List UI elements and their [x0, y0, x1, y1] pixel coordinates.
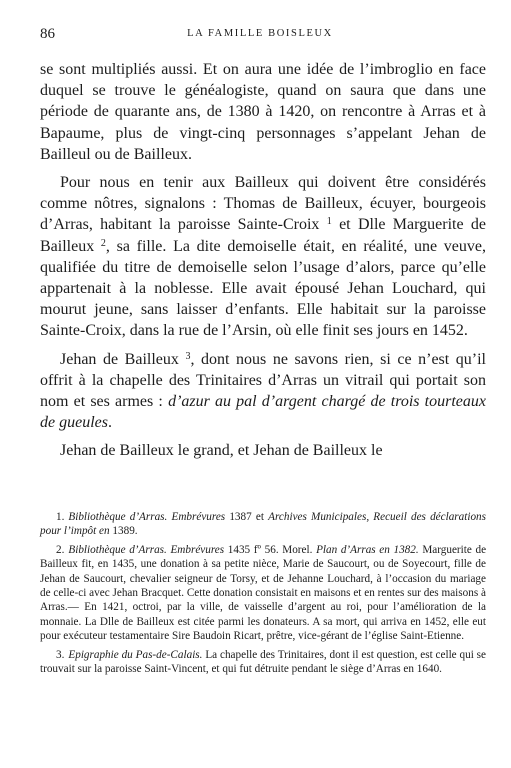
paragraph-3 [40, 349, 486, 434]
footnote-1-text-b: 1389. [112, 525, 138, 538]
footnote-3-text-a: La chapelle des Trinitaires, dont il est question, est celle qui se trouvait sur la paroisse Saint-Vincent, et qui fut détruite pendant le siège d’Arras en 1640. [40, 648, 486, 676]
footnote-1-number: 1. [56, 511, 65, 523]
footnote-1-source-a: Bibliothèque d’Arras. Embrévures [68, 511, 226, 523]
footnote-2-text-a: 1435 fº 56. Morel. [227, 543, 313, 556]
paragraph-2-text-b: et Dlle Marguerite de Bailleux [40, 216, 487, 255]
running-title: LA FAMILLE BOISLEUX [187, 28, 333, 39]
page-number: 86 [40, 26, 55, 42]
footnote-1-source-b: Archives Municipales, Recueil des déclarations pour l’impôt en [40, 511, 487, 538]
paragraph-2-text-c: , sa fille. La dite demoiselle était, en réalité, une veuve, qualifiée du titre de demoiselle selon l’usage d’alors, parce qu’elle appartenait à la noblesse. Elle avait épousé Jehan Louchard, qui mourut jeune, sans laisser d’enfants. Elle habitait sur la paroisse Sainte-Croix, dans la rue de l’Arsin, où elle finit ses jours en 1452. [40, 237, 487, 340]
footnote-ref-2: 2 [100, 237, 106, 249]
footnote-2-source-b: Plan d’Arras en 1382. [316, 543, 419, 556]
footnote-1-text-a: 1387 et [229, 511, 264, 523]
footnote-3-source-a: Epigraphie du Pas-de-Calais. [68, 648, 203, 661]
footnote-3 [40, 648, 486, 677]
paragraph-3-text-c: . [107, 414, 112, 432]
footnote-2 [40, 543, 486, 644]
paragraph-3-text-a: Jehan de Bailleux [60, 350, 179, 368]
heraldic-blazon: d’azur au pal d’argent chargé de trois tourteaux de gueules [40, 393, 486, 432]
footnote-2-source-a: Bibliothèque d’Arras. Embrévures [68, 543, 225, 556]
footnote-2-text-b: Marguerite de Bailleux fit, en 1435, une donation à sa petite nièce, Marie de Saucourt, ou de Soyecourt, fille de Jehan de Saucourt, chevalier seigneur de Torsy, et de Jehanne Louchard, à l’occasion du mariage de celle-ci avec Jehan Bracquet. Cette donation consistait en maisons et en rentes sur des maisons à Arras.— En 1421, octroi, par la ville, de vaisselle d’argent au roi, pour l’amélioration de la monnaie. La Dlle de Bailleux est citée parmi les donateurs. A sa mort, qui arriva en 1452, elle eut pour exécuteur testamentaire Sire Baudoin Ricart, prêtre, vice-gérant de l’église Saint-Etienne. [40, 543, 487, 643]
footnotes [40, 510, 486, 680]
paragraph-2-text-a: Pour nous en tenir aux Bailleux qui doivent être considérés comme nôtres, signalons : Thomas de Bailleux, écuyer, bourgeois d’Arras, habitant la paroisse Sainte-Croix [40, 174, 486, 234]
footnote-ref-3: 3 [185, 350, 191, 362]
paragraph-2 [40, 172, 486, 342]
body-text [40, 59, 486, 462]
footnote-2-number: 2. [56, 543, 65, 556]
paragraph-1: se sont multipliés aussi. Et on aura une idée de l’imbroglio en face duquel se trouve le généalogiste, quand on saura que dans une période de quarante ans, de 1380 à 1420, on rencontre à Arras et à Bapaume, plus de vingt-cinq personnages s’appelant Jehan de Bailleul ou de Bailleux. [40, 61, 486, 163]
footnote-1 [40, 510, 486, 539]
paragraph-3-text-b: , dont nous ne savons rien, si ce n’est qu’il offrit à la chapelle des Trinitaires d’Arras un vitrail qui portait son nom et ses armes : [40, 350, 486, 411]
running-head [40, 26, 480, 42]
footnote-ref-1: 1 [326, 216, 332, 228]
paragraph-4: Jehan de Bailleux le grand, et Jehan de Bailleux le [60, 442, 383, 460]
footnote-3-number: 3. [56, 648, 65, 661]
